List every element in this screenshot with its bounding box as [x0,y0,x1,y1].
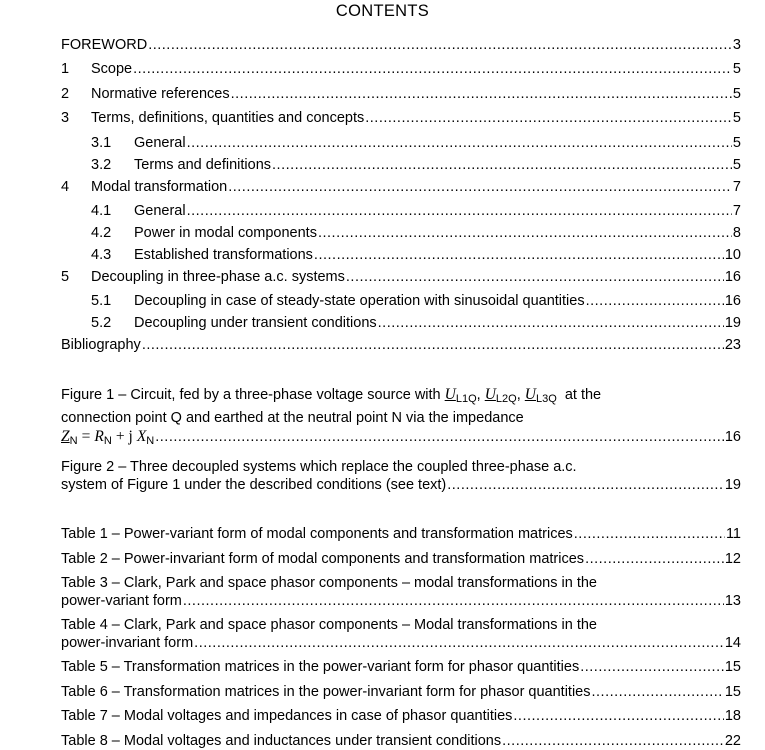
toc-label: Terms and definitions [134,157,272,173]
toc-page-number: 10 [724,247,741,263]
table-1-entry[interactable]: Table 1 – Power-variant form of modal components and transformation matrices ..... 11 [61,525,741,543]
table-8-entry[interactable]: Table 8 – Modal voltages and inductances under transient conditions ..... 22 [61,732,741,750]
toc-label: Modal transformation [91,179,228,195]
toc-page-number: 5 [732,61,741,77]
toc-entry-4-3[interactable] [91,246,741,264]
toc-entry-3[interactable] [61,109,741,127]
table-3-entry[interactable]: power-variant form ..... 13 [61,592,741,610]
toc-entry-4-2[interactable] [91,224,741,242]
toc-page-number: 5 [732,86,741,102]
toc-number: 5.1 [91,293,112,309]
toc-number: 5.2 [91,315,112,331]
toc-number: 4 [61,179,70,195]
toc-number: 3.1 [91,135,112,151]
toc-number: 3.2 [91,157,112,173]
symbol-u: U [444,386,456,403]
toc-entry-5-2[interactable] [91,314,741,332]
toc-label: Terms, definitions, quantities and concepts [91,110,365,126]
table-2-entry[interactable]: Table 2 – Power-invariant form of modal components and transformation matrices ..... 12 [61,550,741,568]
toc-entry-4-1[interactable] [91,202,741,220]
figure-2-caption-line-2[interactable]: system of Figure 1 under the described conditions (see text) ..... 19 [61,476,741,494]
toc-label: Decoupling under transient conditions [134,315,377,331]
toc-page-number: 11 [725,526,741,542]
toc-entry-5-1[interactable] [91,292,741,310]
toc-label: Normative references [91,86,230,102]
toc-page-number: 7 [732,203,741,219]
figure-1-caption-line-2: connection point Q and earthed at the neutral point N via the impedance [61,410,524,426]
toc-page-number: 5 [732,110,741,126]
toc-entry-bibliography[interactable] [61,336,741,354]
toc-page-number: 15 [724,684,741,700]
toc-page-number: 19 [724,315,741,331]
toc-page-number: 19 [724,477,741,493]
toc-entry-foreword[interactable] [61,36,741,54]
symbol-u: U [524,386,536,403]
toc-label: Established transformations [134,247,313,263]
symbol-u: U [484,386,496,403]
toc-page-number: 5 [732,157,741,173]
toc-label: Decoupling in three-phase a.c. systems [91,269,345,285]
table-4-entry-line-1: Table 4 – Clark, Park and space phasor components – Modal transformations in the [61,617,597,633]
figure-2-caption-line-1: Figure 2 – Three decoupled systems which replace the coupled three-phase a.c. [61,459,577,475]
toc-entry-1[interactable] [61,60,741,78]
toc-page-number: 23 [724,337,741,353]
toc-page-number: 16 [724,429,741,445]
toc-entry-5[interactable] [61,268,741,286]
toc-page-number: 7 [732,179,741,195]
toc-entry-2[interactable] [61,85,741,103]
toc-number: 2 [61,86,70,102]
toc-number: 1 [61,61,70,77]
table-3-entry-line-1: Table 3 – Clark, Park and space phasor components – modal transformations in the [61,575,597,591]
toc-label: General [134,203,186,219]
toc-label: Power in modal components [134,225,317,241]
page-title: CONTENTS [335,2,430,20]
toc-page-number: 12 [724,551,741,567]
toc-label: Decoupling in case of steady-state operation with sinusoidal quantities [134,293,585,309]
toc-number: 4.2 [91,225,112,241]
figure-1-caption-line-3[interactable]: $Z_N = R_N + j$ $X_N$ ..... 16 [61,428,741,446]
table-7-entry[interactable]: Table 7 – Modal voltages and impedances in case of phasor quantities ..... 18 [61,707,741,725]
toc-page-number: 18 [724,708,741,724]
table-5-entry[interactable]: Table 5 – Transformation matrices in the power-variant form for phasor quantities ..... 15 [61,658,741,676]
toc-label: General [134,135,186,151]
toc-page-number: 16 [724,269,741,285]
toc-label: FOREWORD [61,37,148,53]
toc-page-number: 3 [732,37,741,53]
toc-label: Bibliography [61,337,141,353]
toc-page-number: 15 [724,659,741,675]
toc-number: 4.1 [91,203,112,219]
table-6-entry[interactable]: Table 6 – Transformation matrices in the power-invariant form for phasor quantities ..... 15 [61,683,741,701]
toc-page-number: 8 [732,225,741,241]
symbol-z: Z [61,428,70,445]
figure-1-caption-line-1[interactable]: Figure 1 – Circuit, fed by a three-phase voltage source with $U_{L1Q}$, $U_{L2Q}$, $U_{L3Q}$ at the [61,386,602,405]
toc-page-number: 16 [724,293,741,309]
toc-entry-3-1[interactable] [91,134,741,152]
toc-page-number: 5 [732,135,741,151]
toc-number: 5 [61,269,70,285]
table-4-entry[interactable]: power-invariant form ..... 14 [61,634,741,652]
toc-page-number: 22 [724,733,741,749]
toc-number: 3 [61,110,70,126]
toc-entry-3-2[interactable] [91,156,741,174]
toc-entry-4[interactable] [61,178,741,196]
toc-number: 4.3 [91,247,112,263]
toc-label: Scope [91,61,133,77]
toc-page-number: 14 [724,635,741,651]
toc-page-number: 13 [724,593,741,609]
